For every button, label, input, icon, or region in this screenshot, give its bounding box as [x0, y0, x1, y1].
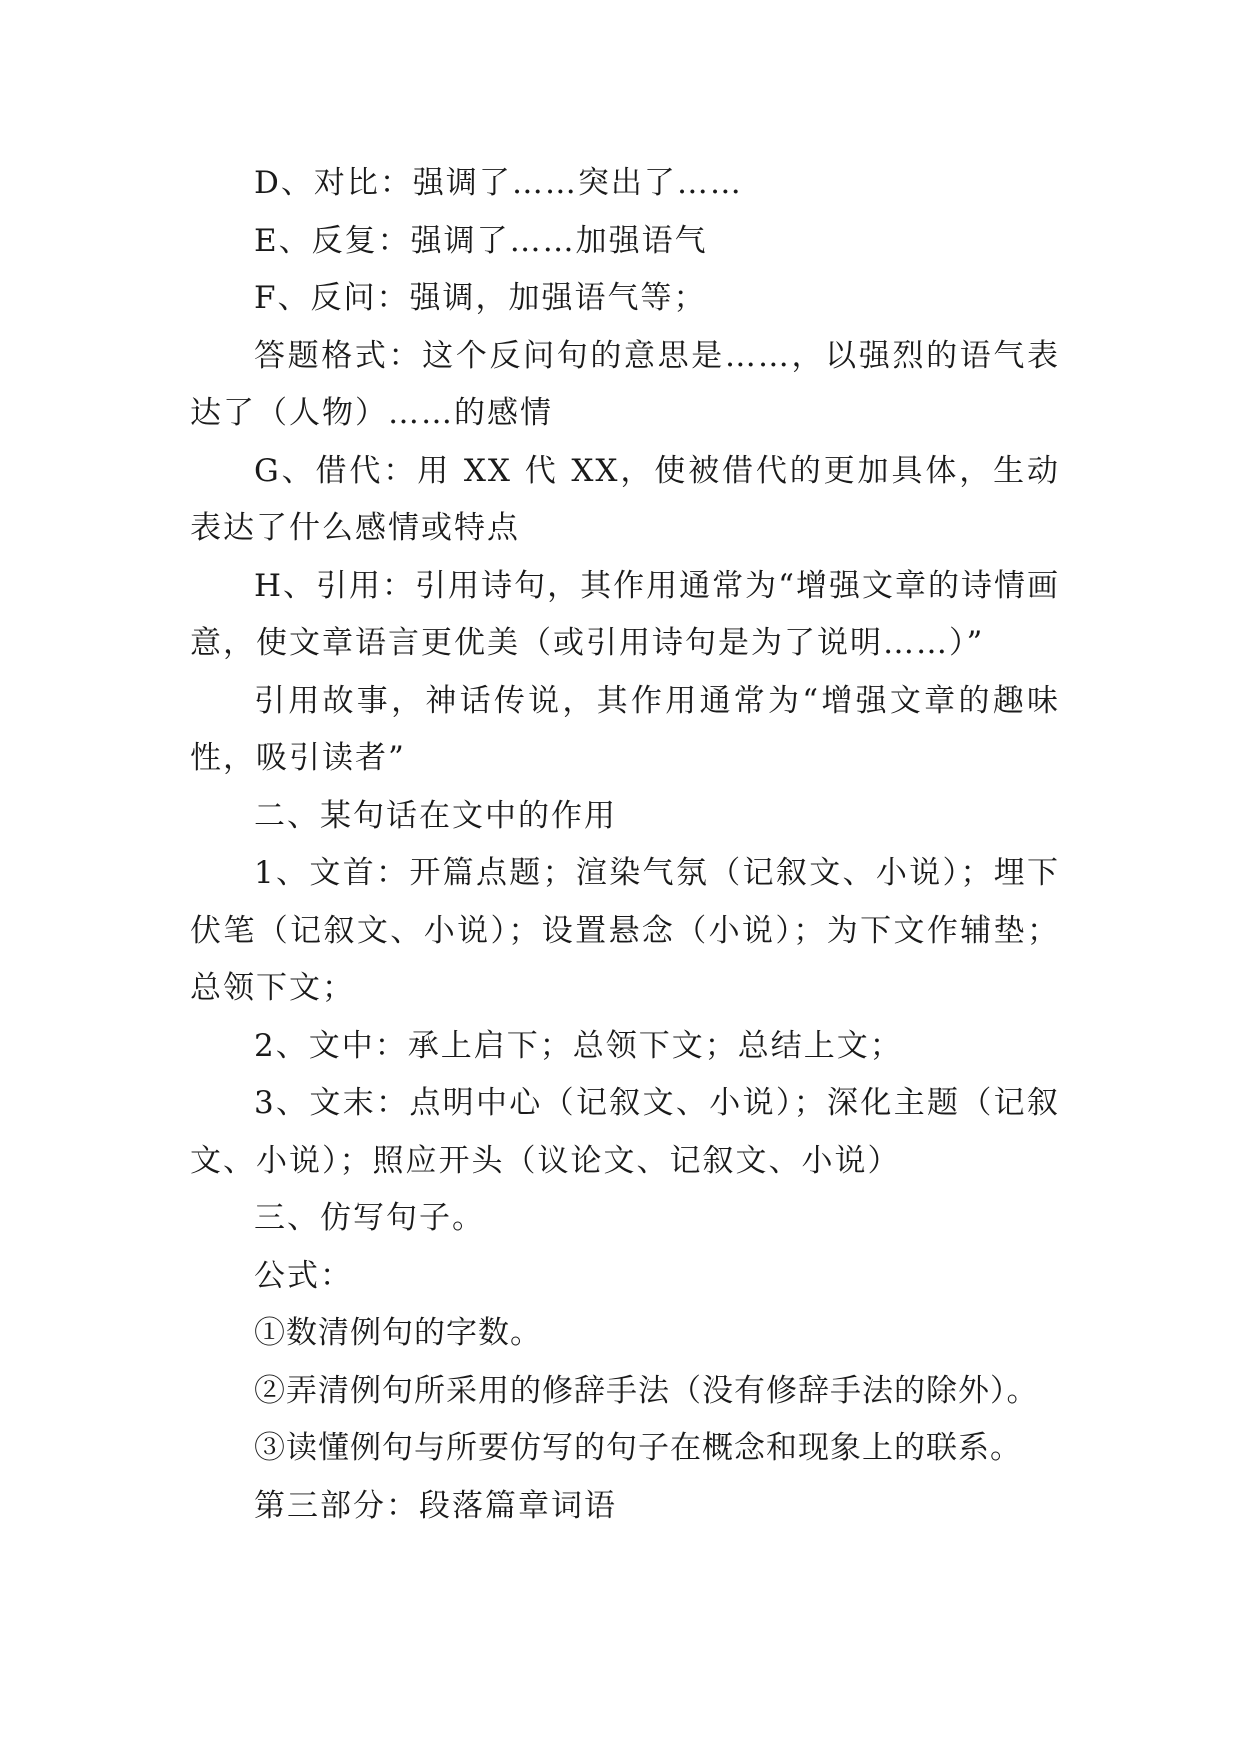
- paragraph-repetition: E、反复：强调了……加强语气: [254, 222, 708, 259]
- formula-step-3: ③读懂例句与所要仿写的句子在概念和现象上的联系。: [254, 1430, 1022, 1466]
- paragraph-beginning-role: 1、文首：开篇点题；渲染气氛（记叙文、小说）；埋下伏笔（记叙文、小说）；设置悬念（小说）；为下文作辅垫；总领下文；: [190, 855, 1060, 1006]
- section-heading-sentence-role: 二、某句话在文中的作用: [254, 797, 617, 834]
- paragraph-ending-role: 3、文末：点明中心（记叙文、小说）；深化主题（记叙文、小说）；照应开头（议论文、记叙文、小说）: [190, 1085, 1060, 1179]
- paragraph-rhetorical-question: F、反问：强调，加强语气等；: [254, 280, 707, 316]
- formula-label: 公式：: [254, 1257, 353, 1294]
- paragraph-quotation: H、引用：引用诗句，其作用通常为“增强文章的诗情画意，使文章语言更优美（或引用诗句是为了说明……）”: [190, 567, 1060, 661]
- paragraph-quote-stories: 引用故事，神话传说，其作用通常为“增强文章的趣味性，吸引读者”: [190, 682, 1060, 776]
- document-body: [190, 155, 1060, 1535]
- formula-step-2: ②弄清例句所采用的修辞手法（没有修辞手法的除外）。: [254, 1372, 1039, 1409]
- paragraph-metonymy: G、借代：用 XX 代 XX，使被借代的更加具体，生动表达了什么感情或特点: [190, 452, 1060, 546]
- section-heading-imitation: 三、仿写句子。: [254, 1200, 485, 1236]
- paragraph-middle-role: 2、文中：承上启下；总领下文；总结上文；: [254, 1027, 903, 1064]
- part-heading-paragraph-words: 第三部分：段落篇章词语: [254, 1487, 617, 1524]
- paragraph-answer-format: 答题格式：这个反问句的意思是……，以强烈的语气表达了（人物）……的感情: [190, 337, 1060, 431]
- paragraph-contrast: D、对比：强调了……突出了……: [254, 165, 743, 201]
- formula-step-1: ①数清例句的字数。: [254, 1315, 542, 1351]
